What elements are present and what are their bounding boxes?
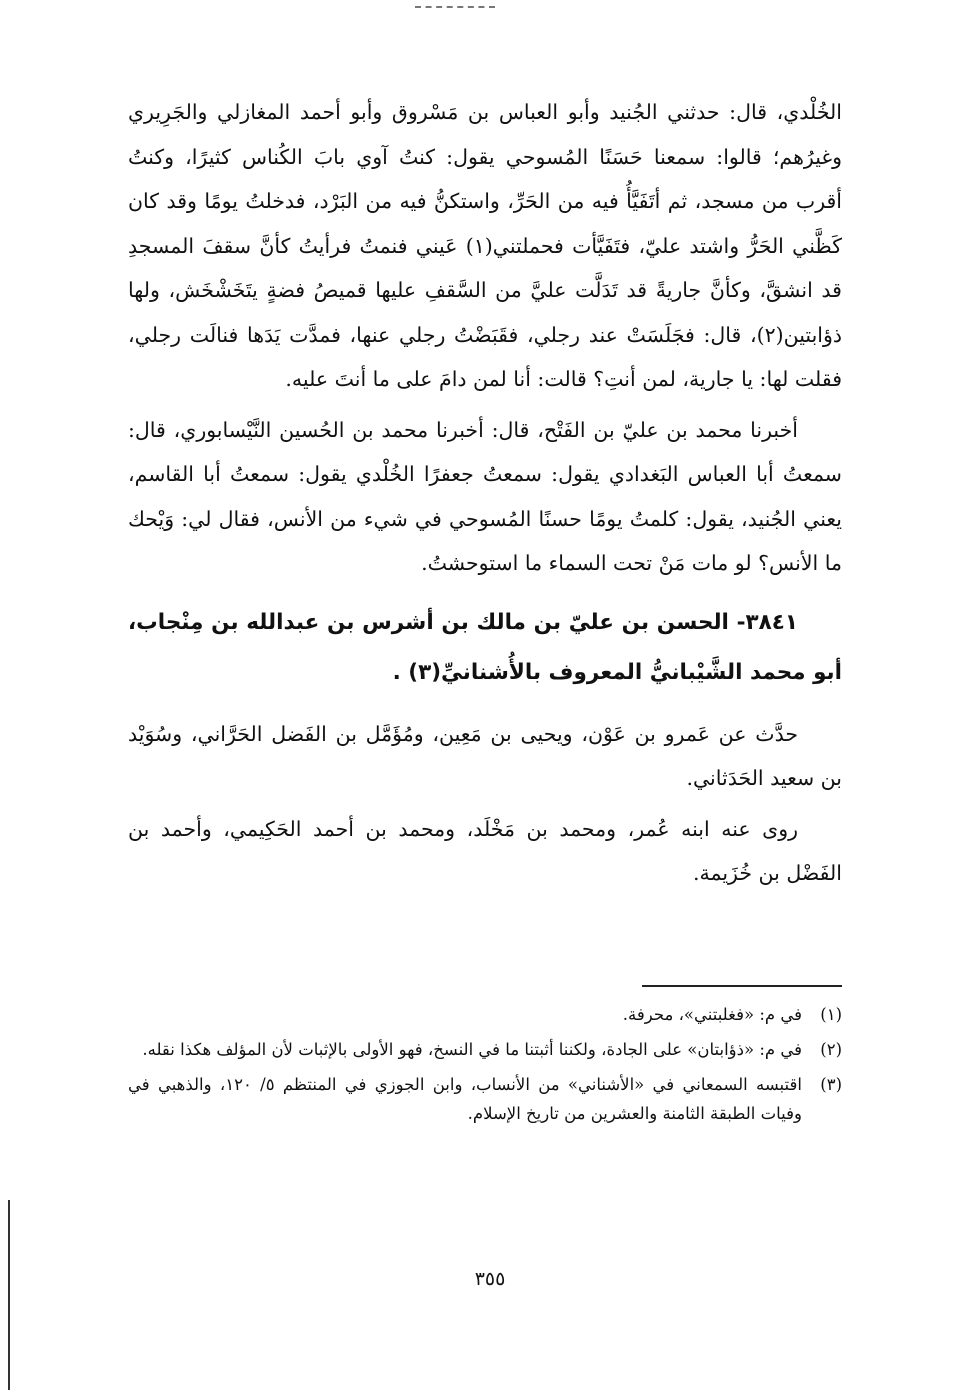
footnote-number: (٢) (820, 1040, 842, 1059)
scan-artifact-mark (415, 6, 495, 10)
body-paragraph-2: أخبرنا محمد بن عليّ بن الفَتْح، قال: أخبرنا محمد بن الحُسين النَّيْسابوري، قال: سمعتُ أبا العباس البَغدادي يقول: سمعتُ جعفرًا الخُلْدي يقول: سمعتُ أبا القاسم، يعني الجُنيد، يقول: كلمتُ يومًا حسنًا المُسوحي في شيء من الأنس، فقال لي: وَيْحك ما الأنس؟ لو مات مَنْ تحت السماء ما استوحشتُ. (128, 417, 842, 575)
entry-paragraph-2: روى عنه ابنه عُمر، ومحمد بن مَخْلَد، ومحمد بن أحمد الحَكِيمي، وأحمد بن الفَضْل بن خُزَيمة. (128, 816, 842, 885)
main-text (128, 90, 842, 896)
footnote-number: (٣) (820, 1075, 842, 1094)
body-paragraph-1: الخُلْدي، قال: حدثني الجُنيد وأبو العباس بن مَسْروق وأبو أحمد المغازلي والجَرِيري وغيرُهم؛ قالوا: سمعنا حَسَنًا المُسوحي يقول: كنتُ آوي بابَ الكُناس كثيرًا، وكنتُ أقرب من مسجد، ثم أتَفَيَّأُ فيه من الحَرِّ، واستكنُّ فيه من البَرْد، فدخلتُ يومًا وقد كان كَظَّني الحَرُّ واشتد عليّ، فتَفَيَّأت فحملتني(١) عَيني فنمتُ فرأيتُ كأنَّ سقفَ المسجدِ قد انشقَّ، وكأنَّ جاريةً قد تَدَلَّت عليَّ من السَّقفِ عليها قميصُ فضةٍ يتَخَشْخَش، ولها ذؤابتين(٢)، قال: فجَلَسَتْ عند رجلي، فقَبَضْتُ رجلي عنها، فمدَّت يَدَها فنالَت رجلي، فقلت لها: يا جارية، لمن أنتِ؟ قالت: أنا لمن دامَ على ما أنتَ عليه. (128, 100, 842, 391)
entry-paragraph-1: حدَّث عن عَمرو بن عَوْن، ويحيى بن مَعِين، ومُؤَمَّل بن الفَضل الحَرَّاني، وسُوَيْد بن سعيد الحَدَثاني. (128, 721, 842, 790)
page-number: ٣٥٥ (474, 1268, 506, 1290)
footnote-separator (642, 985, 842, 987)
footnote-1 (128, 1000, 842, 1029)
footnote-number: (١) (820, 1005, 842, 1024)
footnote-text: اقتبسه السمعاني في «الأشناني» من الأنساب، وابن الجوزي في المنتظم ٥/ ١٢٠، والذهبي في وفيات الطبقة الثامنة والعشرين من تاريخ الإسلام. (128, 1075, 802, 1123)
footnotes (128, 1000, 842, 1134)
footnote-3 (128, 1070, 842, 1128)
footnote-2 (128, 1035, 842, 1064)
footnote-text: في م: «ذؤابتان» على الجادة، ولكننا أثبتنا ما في النسخ، فهو الأولى بالإثبات لأن المؤلف هكذا نقله. (142, 1040, 802, 1059)
entry-heading: ٣٨٤١- الحسن بن عليّ بن مالك بن أشرس بن عبدالله بن مِنْجاب، أبو محمد الشَّيْبانيُّ المعروف بالأُشنانيِّ(٣) . (128, 609, 842, 685)
scan-edge-line (8, 1200, 10, 1390)
footnote-text: في م: «فغلبتني»، محرفة. (622, 1005, 802, 1024)
